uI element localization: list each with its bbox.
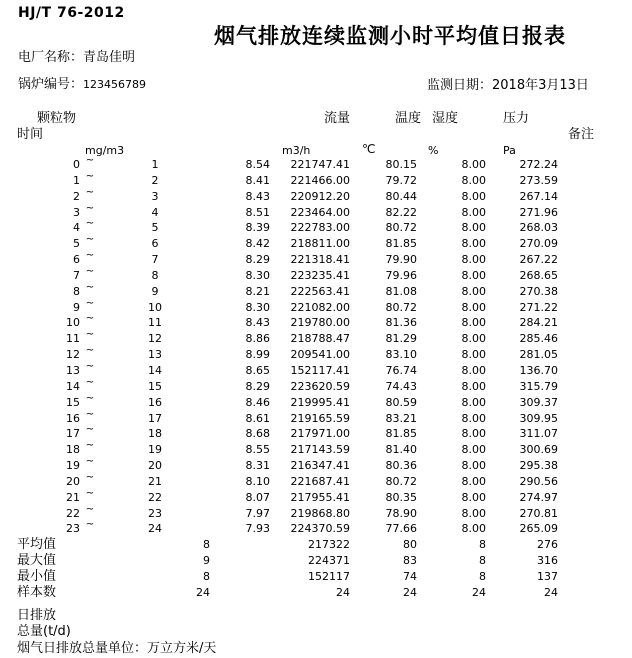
flow-value: 217971.00 [290,427,350,441]
pm-value: 8.68 [245,427,270,441]
monitor-date-label: 监测日期： [427,78,493,93]
pm-value: 8.43 [245,189,270,203]
humidity-value: 8 [479,554,486,568]
pressure-value: 316 [537,554,558,568]
humidity-value: 8.00 [461,332,486,346]
pm-value: 8.29 [245,379,270,393]
humidity-value: 8.00 [461,348,486,362]
hour-start: 20 [66,474,80,488]
pressure-value: 315.79 [519,379,558,393]
flow-value: 224371 [308,554,350,568]
data-rows [0,157,632,601]
tilde-icon: ~ [85,456,95,468]
humidity-value: 8.00 [461,189,486,203]
hour-end: 18 [148,427,162,441]
hour-end: 19 [148,443,162,457]
humidity-value: 8.00 [461,316,486,330]
flow-value: 218788.47 [290,332,350,346]
temp-value: 24 [403,585,417,599]
pressure-value: 265.09 [519,522,558,536]
pm-value: 8.21 [245,284,270,298]
pressure-value: 270.81 [519,506,558,520]
summary-label: 样本数 [17,584,57,600]
humidity-value: 8.00 [461,221,486,235]
hour-end: 16 [148,395,162,409]
col-header-temperature: 温度 [395,111,422,126]
flow-value: 221318.41 [290,253,350,267]
summary-row [0,585,632,601]
flow-value: 221082.00 [290,300,350,314]
hour-start: 19 [66,459,80,473]
temp-value: 81.85 [385,427,417,441]
temp-value: 80.72 [385,474,417,488]
pm-value: 8.10 [245,474,270,488]
temp-value: 81.85 [385,237,417,251]
temp-value: 80.44 [385,189,417,203]
hour-end: 11 [148,316,162,330]
flue-gas-unit-note: 烟气日排放总量单位：万立方米/天 [17,641,217,656]
temp-value: 76.74 [385,363,417,377]
tilde-icon: ~ [85,376,95,388]
pm-value: 8.55 [245,443,270,457]
tilde-icon: ~ [85,487,95,499]
hour-start: 8 [73,284,80,298]
hour-start: 23 [66,522,80,536]
pressure-value: 311.07 [519,427,558,441]
flow-value: 152117 [308,569,350,583]
summary-label: 最大值 [17,553,57,569]
monitor-date-value: 2018年3月13日 [492,78,589,93]
pm-value: 8.29 [245,253,270,267]
flow-value: 221687.41 [290,474,350,488]
tilde-icon: ~ [85,503,95,515]
pm-value: 8.61 [245,411,270,425]
humidity-value: 8.00 [461,158,486,171]
tilde-icon: ~ [85,440,95,452]
humidity-value: 8.00 [461,268,486,282]
unit-particulate: mg/m3 [85,144,125,157]
temp-value: 82.22 [385,205,417,219]
hour-end: 7 [151,253,159,267]
hour-end: 9 [151,284,159,298]
hour-start: 18 [66,443,80,457]
tilde-icon: ~ [85,170,95,182]
hour-end: 6 [151,237,159,251]
hour-start: 12 [66,348,80,362]
hour-end: 10 [148,300,162,314]
temp-value: 79.96 [385,268,417,282]
temp-value: 83.21 [385,411,417,425]
tilde-icon: ~ [85,234,95,246]
flow-value: 221466.00 [290,173,350,187]
temp-value: 79.90 [385,253,417,267]
tilde-icon: ~ [85,392,95,404]
unit-temperature: ℃ [362,142,376,156]
hour-end: 14 [148,363,162,377]
flow-value: 152117.41 [290,363,350,377]
flow-value: 219780.00 [290,316,350,330]
pm-value: 8.41 [245,173,270,187]
temp-value: 81.08 [385,284,417,298]
pressure-value: 271.22 [519,300,558,314]
col-header-pressure: 压力 [503,111,530,126]
pm-value: 8 [203,569,210,583]
flow-value: 223235.41 [290,268,350,282]
pm-value: 8.99 [245,348,270,362]
humidity-value: 8.00 [461,506,486,520]
summary-label: 平均值 [17,537,57,553]
temp-value: 80.59 [385,395,417,409]
flow-value: 219995.41 [290,395,350,409]
flow-value: 222563.41 [290,284,350,298]
humidity-value: 8.00 [461,443,486,457]
flow-value: 209541.00 [290,348,350,362]
tilde-icon: ~ [85,155,95,166]
tilde-icon: ~ [85,186,95,198]
pm-value: 8.43 [245,316,270,330]
hour-end: 17 [148,411,162,425]
hour-end: 13 [148,348,162,362]
pressure-value: 285.46 [519,332,558,346]
humidity-value: 8.00 [461,474,486,488]
daily-emission-label-line1: 日排放 [17,608,57,623]
hour-start: 5 [73,237,80,251]
pressure-value: 136.70 [519,363,558,377]
monitor-date-line [427,74,589,93]
tilde-icon: ~ [85,265,95,277]
hour-start: 2 [73,189,80,203]
pm-value: 8.86 [245,332,270,346]
pressure-value: 290.56 [519,474,558,488]
pressure-value: 137 [537,569,558,583]
flow-value: 220912.20 [290,189,350,203]
pressure-value: 270.09 [519,237,558,251]
flow-value: 216347.41 [290,459,350,473]
boiler-no-label: 锅炉编号： [18,77,84,92]
plant-name-line [18,46,135,65]
humidity-value: 8.00 [461,379,486,393]
humidity-value: 8.00 [461,237,486,251]
temp-value: 81.29 [385,332,417,346]
temp-value: 74 [403,569,417,583]
flow-value: 217955.41 [290,490,350,504]
tilde-icon: ~ [85,297,95,309]
pressure-value: 24 [544,585,558,599]
pm-value: 8 [203,538,210,552]
humidity-value: 8 [479,538,486,552]
humidity-value: 8.00 [461,459,486,473]
temp-value: 80.72 [385,300,417,314]
pressure-value: 295.38 [519,459,558,473]
tilde-icon: ~ [85,424,95,436]
pm-value: 8.07 [245,490,270,504]
humidity-value: 8.00 [461,284,486,298]
humidity-value: 8.00 [461,395,486,409]
unit-humidity: % [428,144,439,157]
hour-start: 16 [66,411,80,425]
hour-end: 1 [151,158,159,171]
pressure-value: 284.21 [519,316,558,330]
hour-end: 24 [148,522,162,536]
pm-value: 24 [196,585,210,599]
hour-start: 17 [66,427,80,441]
flow-value: 219165.59 [290,411,350,425]
pressure-value: 300.69 [519,443,558,457]
temp-value: 81.36 [385,316,417,330]
humidity-value: 8.00 [461,173,486,187]
pressure-value: 268.03 [519,221,558,235]
temp-value: 79.72 [385,173,417,187]
temp-value: 74.43 [385,379,417,393]
summary-row [0,553,632,569]
hour-end: 8 [151,268,159,282]
report-title: 烟气排放连续监测小时平均值日报表 [214,24,566,48]
temp-value: 81.40 [385,443,417,457]
pressure-value: 281.05 [519,348,558,362]
summary-label: 最小值 [17,568,57,584]
hour-start: 4 [73,221,80,235]
hour-start: 13 [66,363,80,377]
table-row [0,521,632,537]
tilde-icon: ~ [85,250,95,262]
temp-value: 78.90 [385,506,417,520]
hour-end: 23 [148,506,162,520]
pm-value: 8.51 [245,205,270,219]
hour-end: 4 [151,205,159,219]
flow-value: 218811.00 [290,237,350,251]
hour-start: 11 [66,332,80,346]
pm-value: 8.65 [245,363,270,377]
pm-value: 7.97 [245,506,270,520]
flow-value: 217143.59 [290,443,350,457]
temp-value: 80.35 [385,490,417,504]
flow-value: 217322 [308,538,350,552]
hour-end: 22 [148,490,162,504]
flow-value: 221747.41 [290,158,350,171]
flow-value: 222783.00 [290,221,350,235]
pressure-value: 267.22 [519,253,558,267]
hour-end: 5 [151,221,159,235]
pressure-value: 268.65 [519,268,558,282]
plant-name-label: 电厂名称： [18,50,84,65]
humidity-value: 8.00 [461,490,486,504]
humidity-value: 8.00 [461,253,486,267]
pressure-value: 309.95 [519,411,558,425]
humidity-value: 8.00 [461,427,486,441]
pressure-value: 309.37 [519,395,558,409]
humidity-value: 8 [479,569,486,583]
tilde-icon: ~ [85,345,95,357]
flow-value: 223464.00 [290,205,350,219]
hour-end: 3 [151,189,159,203]
pm-value: 8.30 [245,268,270,282]
hour-end: 21 [148,474,162,488]
temp-value: 80.72 [385,221,417,235]
hour-end: 15 [148,379,162,393]
temp-value: 83 [403,554,417,568]
humidity-value: 8.00 [461,205,486,219]
col-header-remark: 备注 [568,127,595,142]
hour-start: 21 [66,490,80,504]
hour-start: 14 [66,379,80,393]
humidity-value: 8.00 [461,411,486,425]
pressure-value: 272.24 [519,158,558,171]
hour-start: 0 [73,158,80,171]
tilde-icon: ~ [85,329,95,341]
temp-value: 80.36 [385,459,417,473]
tilde-icon: ~ [85,519,95,531]
humidity-value: 8.00 [461,300,486,314]
humidity-value: 24 [472,585,486,599]
col-header-flow: 流量 [324,111,351,126]
col-header-particulate: 颗粒物 [37,111,77,126]
hour-start: 6 [73,253,80,267]
boiler-no-value: 123456789 [83,78,147,91]
humidity-value: 8.00 [461,522,486,536]
temp-value: 83.10 [385,348,417,362]
pm-value: 8.30 [245,300,270,314]
pressure-value: 273.59 [519,173,558,187]
col-header-time: 时间 [17,127,44,142]
pm-value: 8.42 [245,237,270,251]
tilde-icon: ~ [85,313,95,325]
temp-value: 77.66 [385,522,417,536]
boiler-no-line [18,73,146,92]
pm-value: 8.31 [245,459,270,473]
flow-value: 219868.80 [290,506,350,520]
col-header-humidity: 湿度 [432,111,459,126]
pm-value: 8.46 [245,395,270,409]
hour-start: 1 [73,173,80,187]
flow-value: 223620.59 [290,379,350,393]
humidity-value: 8.00 [461,363,486,377]
tilde-icon: ~ [85,360,95,372]
pressure-value: 276 [537,538,558,552]
hour-end: 2 [151,173,159,187]
unit-flow: m3/h [282,144,311,157]
pressure-value: 270.38 [519,284,558,298]
hour-end: 20 [148,459,162,473]
summary-row [0,569,632,585]
tilde-icon: ~ [85,218,95,230]
unit-pressure: Pa [503,144,516,157]
tilde-icon: ~ [85,471,95,483]
pressure-value: 267.14 [519,189,558,203]
flow-value: 24 [336,585,350,599]
summary-row [0,537,632,553]
pm-value: 8.54 [245,158,270,171]
daily-emission-label-line2: 总量(t/d) [17,624,71,639]
hour-start: 22 [66,506,80,520]
tilde-icon: ~ [85,408,95,420]
pm-value: 9 [203,554,210,568]
standard-code: HJ/T 76-2012 [18,5,125,21]
plant-name-value: 青岛佳明 [83,50,136,65]
tilde-icon: ~ [85,281,95,293]
tilde-icon: ~ [85,202,95,214]
hour-start: 7 [73,268,80,282]
pressure-value: 274.97 [519,490,558,504]
pressure-value: 271.96 [519,205,558,219]
pm-value: 7.93 [245,522,270,536]
hour-start: 15 [66,395,80,409]
temp-value: 80 [403,538,417,552]
hour-start: 10 [66,316,80,330]
pm-value: 8.39 [245,221,270,235]
hour-start: 3 [73,205,80,219]
hour-start: 9 [73,300,80,314]
flow-value: 224370.59 [290,522,350,536]
hour-end: 12 [148,332,162,346]
temp-value: 80.15 [385,158,417,171]
